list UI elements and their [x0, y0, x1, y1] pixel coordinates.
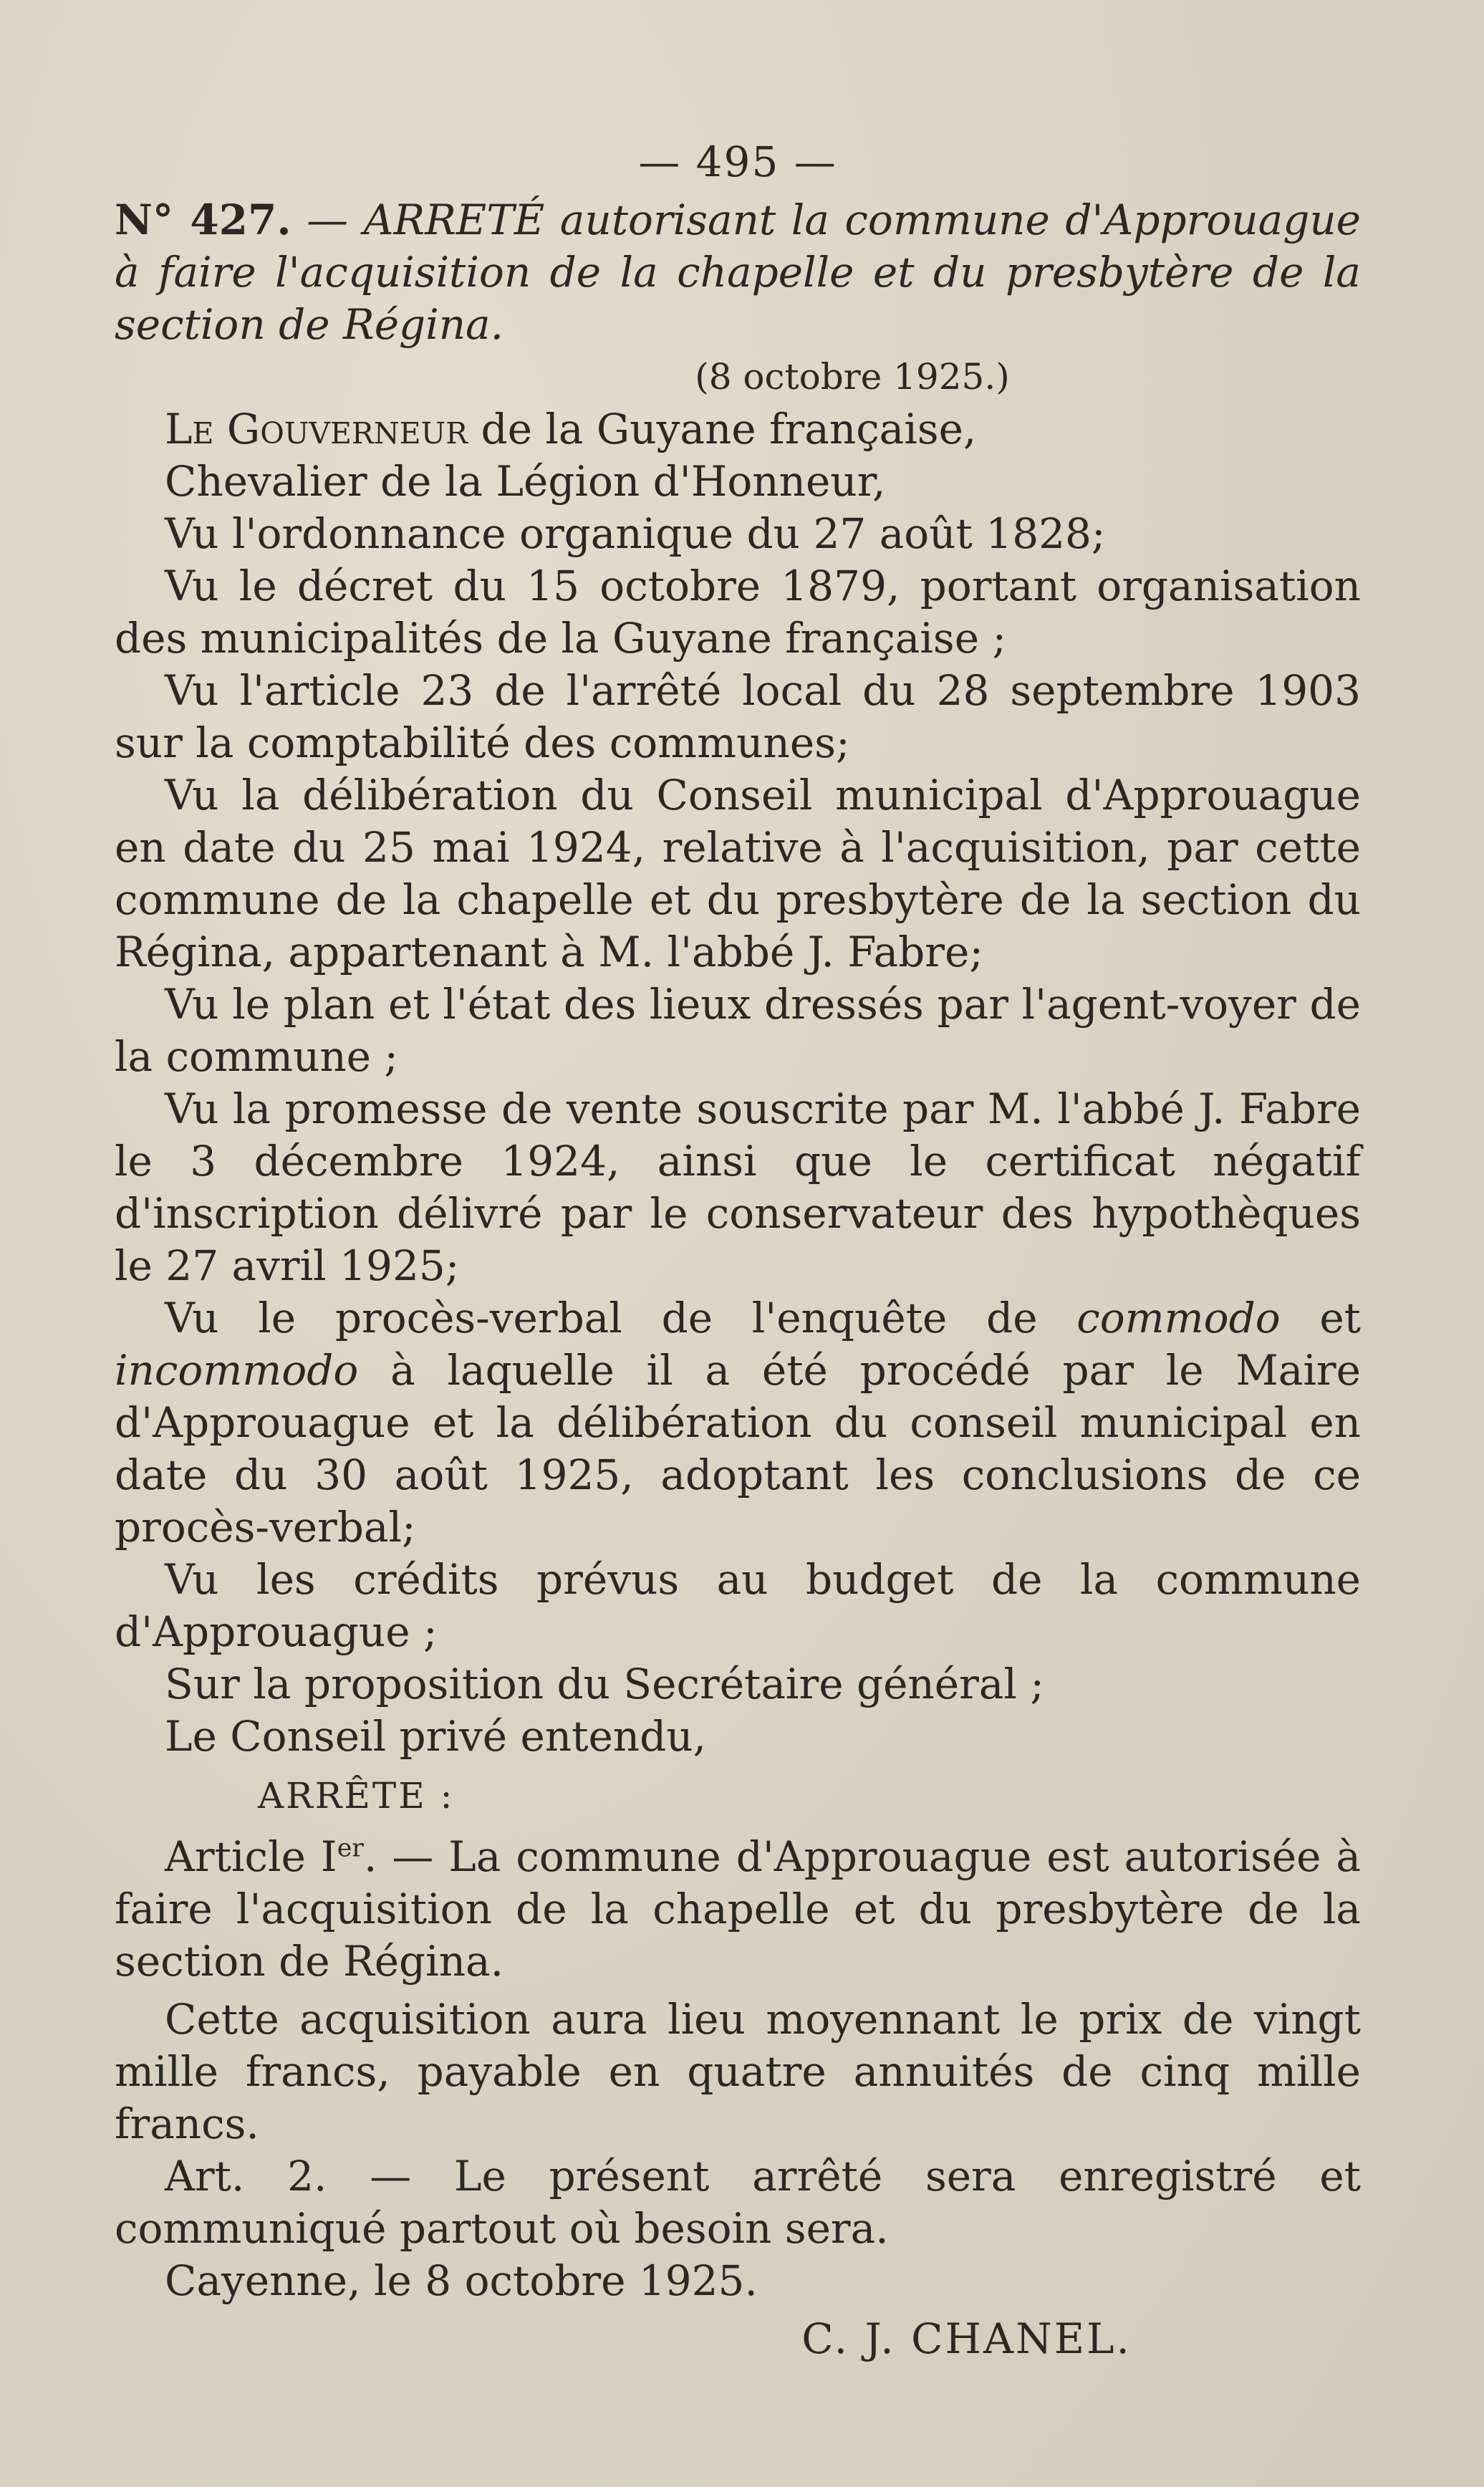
proces-verbal-et: et — [1280, 1294, 1361, 1342]
place-date: Cayenne, le 8 octobre 1925. — [165, 2256, 758, 2305]
decree-title: — ARRETÉ autorisant la commune d'Approuague à faire l'acquisition de la chapelle et du presbytère de la section de Régina. — [115, 196, 1361, 349]
gouverneur-rest: de la Guyane française, — [468, 405, 977, 453]
proces-verbal-before: Vu le procès-verbal de l'enquête de — [165, 1294, 1077, 1342]
decree-date: (8 octobre 1925.) — [695, 356, 1010, 398]
decree-heading — [115, 194, 1361, 351]
commodo-term: commodo — [1076, 1294, 1281, 1342]
gouverneur-line — [115, 403, 1361, 456]
article-1-text: . — La commune d'Approuague est autorisée à faire l'acquisition de la chapelle et du presbytère de la section de Régina. — [115, 1832, 1361, 1986]
considerant-paragraph: Sur la proposition du Secrétaire général ; — [165, 1660, 1044, 1708]
page-number: — 495 — — [638, 138, 837, 186]
considerant-paragraph: Vu la promesse de vente souscrite par M. l'abbé J. Fabre le 3 décembre 1924, ainsi que le certificat négatif d'inscription délivré par le conservateur des hypothèques le 27 avril 1925; — [115, 1084, 1361, 1290]
article-2: Art. 2. — Le présent arrêté sera enregistré et communiqué partout où besoin sera. — [115, 2152, 1361, 2253]
article-1 — [115, 1831, 1361, 1988]
considerant-paragraph: Vu l'ordonnance organique du 27 août 1828; — [165, 509, 1106, 558]
article-1-sup: er — [337, 1834, 364, 1863]
considerant-paragraph: Vu le décret du 15 octobre 1879, portant organisation des municipalités de la Guyane française ; — [115, 562, 1361, 663]
incommodo-term: incommodo — [115, 1346, 359, 1395]
acquisition-paragraph: Cette acquisition aura lieu moyennant le prix de vingt mille francs, payable en quatre annuités de cinq mille francs. — [115, 1995, 1361, 2148]
considerant-paragraph: Vu le plan et l'état des lieux dressés par l'agent-voyer de la commune ; — [115, 980, 1361, 1081]
considerant-paragraph: Vu l'article 23 de l'arrêté local du 28 septembre 1903 sur la comptabilité des communes; — [115, 666, 1361, 767]
article-1-label: Article I — [165, 1832, 337, 1881]
proces-verbal-paragraph — [115, 1292, 1361, 1554]
proces-verbal-after: à laquelle il a été procédé par le Maire d'Approuague et la délibération du conseil municipal en date du 30 août 1925, adoptant les conclusions de ce procès-verbal; — [115, 1346, 1361, 1552]
signature: C. J. CHANEL. — [801, 2314, 1132, 2363]
considerant-paragraph: Vu les crédits prévus au budget de la commune d'Approuague ; — [115, 1555, 1361, 1656]
document-page — [115, 136, 1361, 2365]
gouverneur-title: Le Gouverneur — [165, 405, 468, 453]
chevalier-line: Chevalier de la Légion d'Honneur, — [165, 457, 886, 506]
decree-number: N° 427. — [115, 196, 292, 244]
arrete-heading: ARRÊTE : — [258, 1775, 455, 1817]
considerant-paragraph: Le Conseil privé entendu, — [165, 1712, 707, 1761]
considerant-paragraph: Vu la délibération du Conseil municipal d'Approuague en date du 25 mai 1924, relative à l'acquisition, par cette commune de la chapelle et du presbytère de la section du Régina, appartenant à M. l'abbé J. Fabre; — [115, 771, 1361, 976]
